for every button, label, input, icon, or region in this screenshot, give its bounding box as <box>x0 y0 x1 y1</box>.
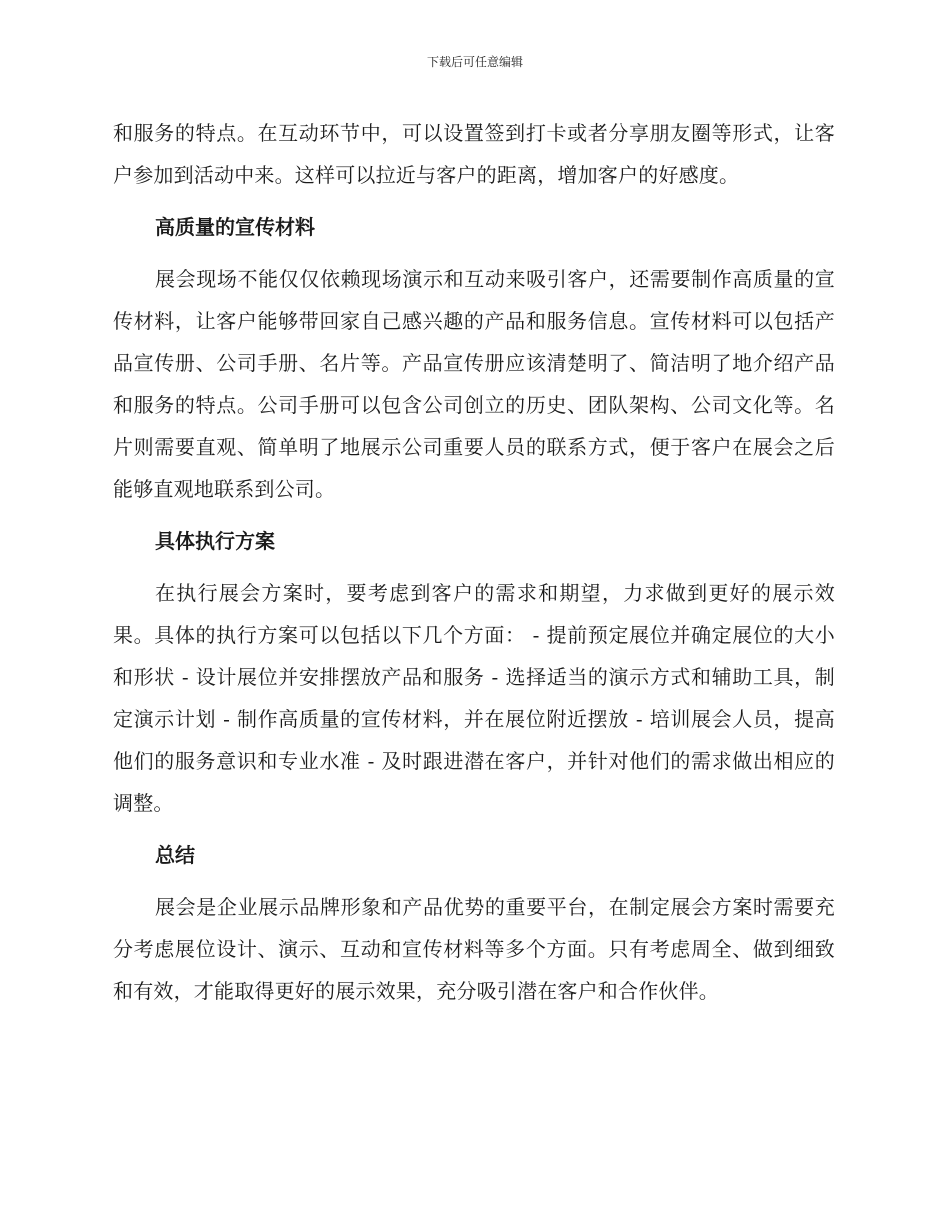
execution-heading: 具体执行方案 <box>155 529 275 553</box>
summary-paragraph: 展会是企业展示品牌形象和产品优势的重要平台，在制定展会方案时需要充分考虑展位设计、演示、互动和宣传材料等多个方面。只有考虑周全、做到细致和有效，才能取得更好的展示效果，充分吸引潜在客户和合作伙伴。 <box>113 895 835 1003</box>
execution-paragraph: 在执行展会方案时，要考虑到客户的需求和期望，力求做到更好的展示效果。具体的执行方案可以包括以下几个方面： - 提前预定展位并确定展位的大小和形状 - 设计展位并安排摆放产品和服务 - 选择适当的演示方式和辅助工具，制定演示计划 - 制作高质量的宣传材料，并在展位附近摆放 - 培训展会人员，提高他们的服务意识和专业水准 - 及时跟进潜在客户，并针对他们的需求做出相应的调整。 <box>113 581 835 815</box>
intro-paragraph: 和服务的特点。在互动环节中，可以设置签到打卡或者分享朋友圈等形式，让客户参加到活动中来。这样可以拉近与客户的距离，增加客户的好感度。 <box>113 121 835 187</box>
materials-heading: 高质量的宣传材料 <box>155 215 315 239</box>
document-body <box>113 112 835 1012</box>
page-header: 下载后可任意编辑 <box>426 55 523 69</box>
materials-paragraph: 展会现场不能仅仅依赖现场演示和互动来吸引客户，还需要制作高质量的宣传材料，让客户能够带回家自己感兴趣的产品和服务信息。宣传材料可以包括产品宣传册、公司手册、名片等。产品宣传册应该清楚明了、简洁明了地介绍产品和服务的特点。公司手册可以包含公司创立的历史、团队架构、公司文化等。名片则需要直观、简单明了地展示公司重要人员的联系方式，便于客户在展会之后能够直观地联系到公司。 <box>113 267 835 501</box>
summary-heading: 总结 <box>155 843 195 867</box>
